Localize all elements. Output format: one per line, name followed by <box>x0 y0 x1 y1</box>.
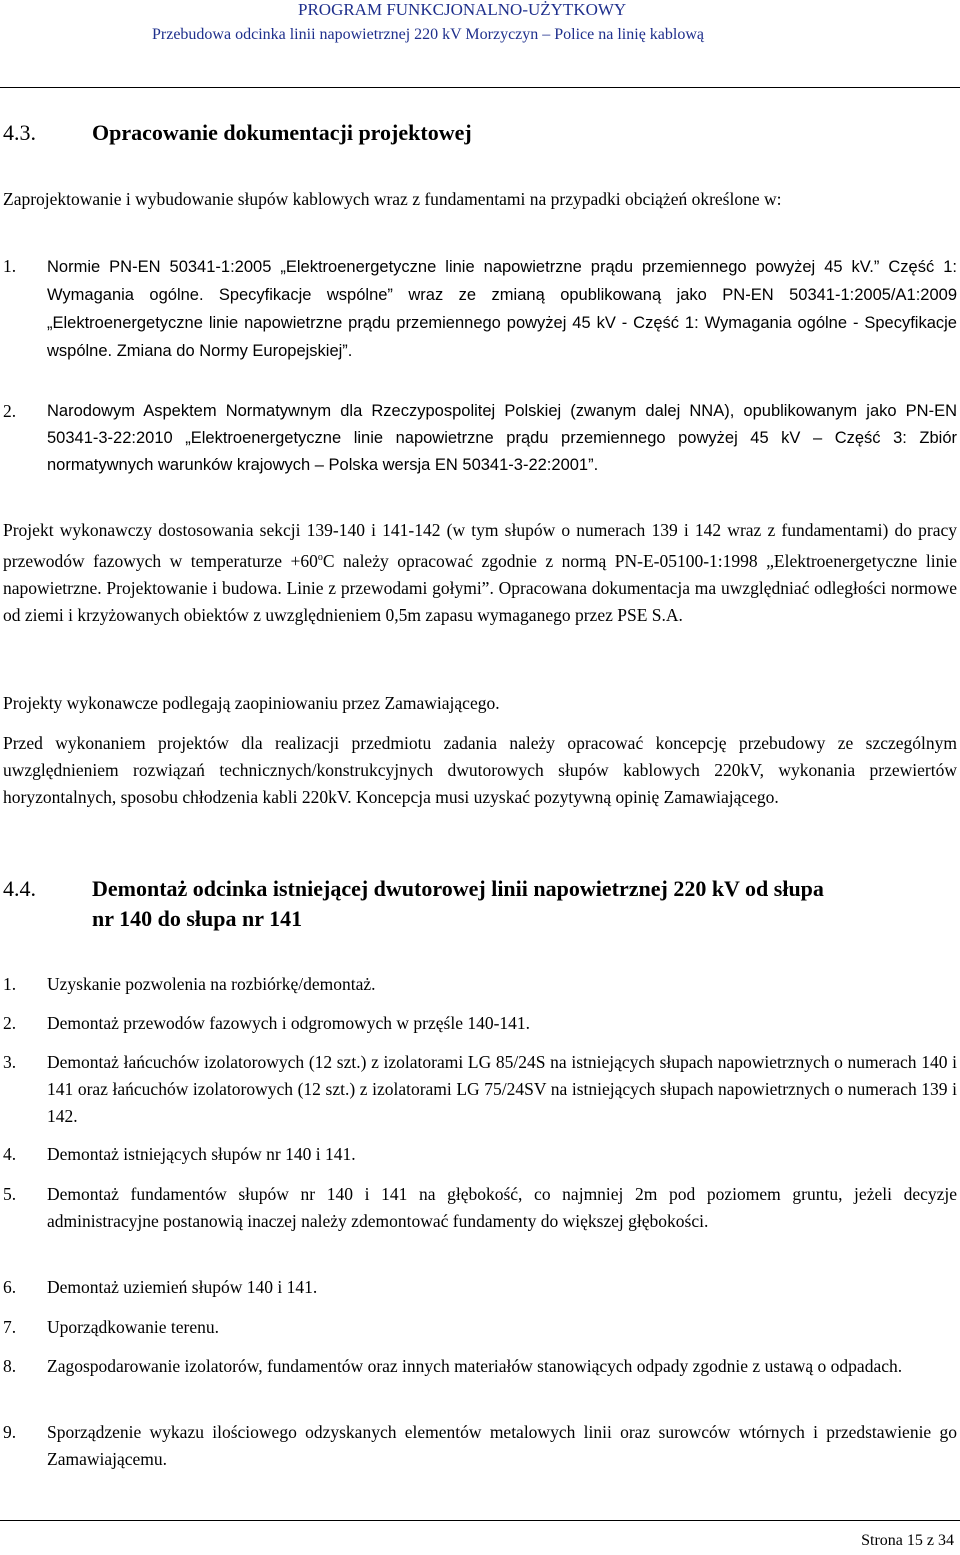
list-item: Demontaż uziemień słupów 140 i 141. <box>47 1277 318 1297</box>
degree-sup: o <box>317 552 323 563</box>
norm-item-2: Narodowym Aspektem Normatywnym dla Rzeczypospolitej Polskiej (zwanym dalej NNA), opublikowanym jako PN-EN 50341-3-22:2010 „Elektroenergetyczne linie napowietrzne prądu przemiennego powyżej 45 kV – Część 3: Zbiór normatywnych warunków krajowych – Polska wersja EN 50341-3-22:2001”. <box>47 402 957 474</box>
paragraph-project-a: Projekt wykonawczy dostosowania sekcji 139-140 i 141-142 (w tym słupów o numerach 139 i 142 wraz z fundamentami) do pracy przewodów fazowych w temperaturze +60 <box>3 520 957 571</box>
list-number: 7. <box>3 1317 17 1337</box>
list-number: 9. <box>3 1422 17 1442</box>
paragraph-project-b: C należy opracować zgodnie z normą PN-E-05100-1:1998 „Elektroenergetyczne linie napowietrzne. Projektowanie i budowa. Linie z przewodami gołymi”. Opracowana dokumentacja ma uwzględniać odległości normowe od ziemi i krzyżowanych obiektów z uwzględnieniem 0,5m zapasu wymaganego przez PSE S.A. <box>3 550 957 625</box>
list-item: Demontaż istniejących słupów nr 140 i 141. <box>47 1144 356 1164</box>
list-item: Uzyskanie pozwolenia na rozbiórkę/demontaż. <box>47 974 376 994</box>
list-number: 2. <box>3 401 17 421</box>
list-number: 2. <box>3 1013 17 1033</box>
header-subtitle: Przebudowa odcinka linii napowietrznej 220 kV Morzyczyn – Police na linię kablową <box>152 26 704 43</box>
section-43-number: 4.3. <box>3 120 36 145</box>
list-number: 8. <box>3 1356 17 1376</box>
header-rule <box>0 87 960 88</box>
list-number: 6. <box>3 1277 17 1297</box>
list-item: Demontaż łańcuchów izolatorowych (12 szt.) z izolatorami LG 85/24S na istniejących słupach napowietrznych o numerach 140 i 141 oraz łańcuchów izolatorowych (12 szt.) z izolatorami LG 75/24SV na istniejących słupach napowietrznych o numerach 139 i 142. <box>47 1052 957 1126</box>
paragraph-opinion: Projekty wykonawcze podlegają zaopiniowaniu przez Zamawiającego. <box>3 693 500 713</box>
list-number: 4. <box>3 1144 17 1164</box>
section-44-title-line2: nr 140 do słupa nr 141 <box>92 906 303 931</box>
norm-item-1 <box>47 253 957 365</box>
list-item: Uporządkowanie terenu. <box>47 1317 220 1337</box>
norm-item-1-part2: Specyfikacje wspólne” wraz ze zmianą opublikowaną jako PN-EN 50341-1:2005/A1:2009 „Elektroenergetyczne linie napowietrzne prądu przemiennego powyżej 45 kV - Część 1: Wymagania ogólne - Specyfikacje wspólne. Zmiana do Normy Europejskiej”. <box>47 286 957 360</box>
list-item: Demontaż fundamentów słupów nr 140 i 141 na głębokość, co najmniej 2m pod poziomem gruntu, jeżeli decyzje administracyjne postanowią inaczej należy zdemontować fundamenty do większej głębokości. <box>47 1184 957 1231</box>
section-43-intro: Zaprojektowanie i wybudowanie słupów kablowych wraz z fundamentami na przypadki obciążeń określone w: <box>3 189 782 209</box>
paragraph-concept: Przed wykonaniem projektów dla realizacji przedmiotu zadania należy opracować koncepcję przebudowy ze szczególnym uwzględnieniem rozwiązań technicznych/konstrukcyjnych dwutorowych słupów kablowych 220kV, wykonania przewiertów horyzontalnych, sposobu chłodzenia kabli 220kV. Koncepcja musi uzyskać pozytywną opinię Zamawiającego. <box>3 733 957 807</box>
list-number: 1. <box>3 256 17 276</box>
section-44-number: 4.4. <box>3 876 36 901</box>
list-item: Demontaż przewodów fazowych i odgromowych w przęśle 140-141. <box>47 1013 531 1033</box>
list-number: 1. <box>3 974 17 994</box>
page-number: Strona 15 z 34 <box>861 1532 954 1549</box>
section-44-title-line1: Demontaż odcinka istniejącej dwutorowej linii napowietrznej 220 kV od słupa <box>92 876 824 901</box>
norm-item-1-part1: Normie PN-EN 50341-1:2005 „Elektroenergetyczne linie napowietrzne prądu przemiennego powyżej 45 kV.” Część 1: Wymagania ogólne. <box>47 258 957 304</box>
list-number: 3. <box>3 1052 17 1072</box>
list-number: 5. <box>3 1184 17 1204</box>
list-item: Zagospodarowanie izolatorów, fundamentów oraz innych materiałów stanowiących odpady zgodnie z ustawą o odpadach. <box>47 1356 903 1376</box>
footer-rule <box>0 1520 960 1521</box>
header-title: PROGRAM FUNKCJONALNO-UŻYTKOWY <box>298 0 627 19</box>
list-item: Sporządzenie wykazu ilościowego odzyskanych elementów metalowych linii oraz surowców wtórnych i przedstawienie go Zamawiającemu. <box>47 1422 957 1469</box>
paragraph-project <box>3 517 957 629</box>
section-43-title: Opracowanie dokumentacji projektowej <box>92 120 472 145</box>
